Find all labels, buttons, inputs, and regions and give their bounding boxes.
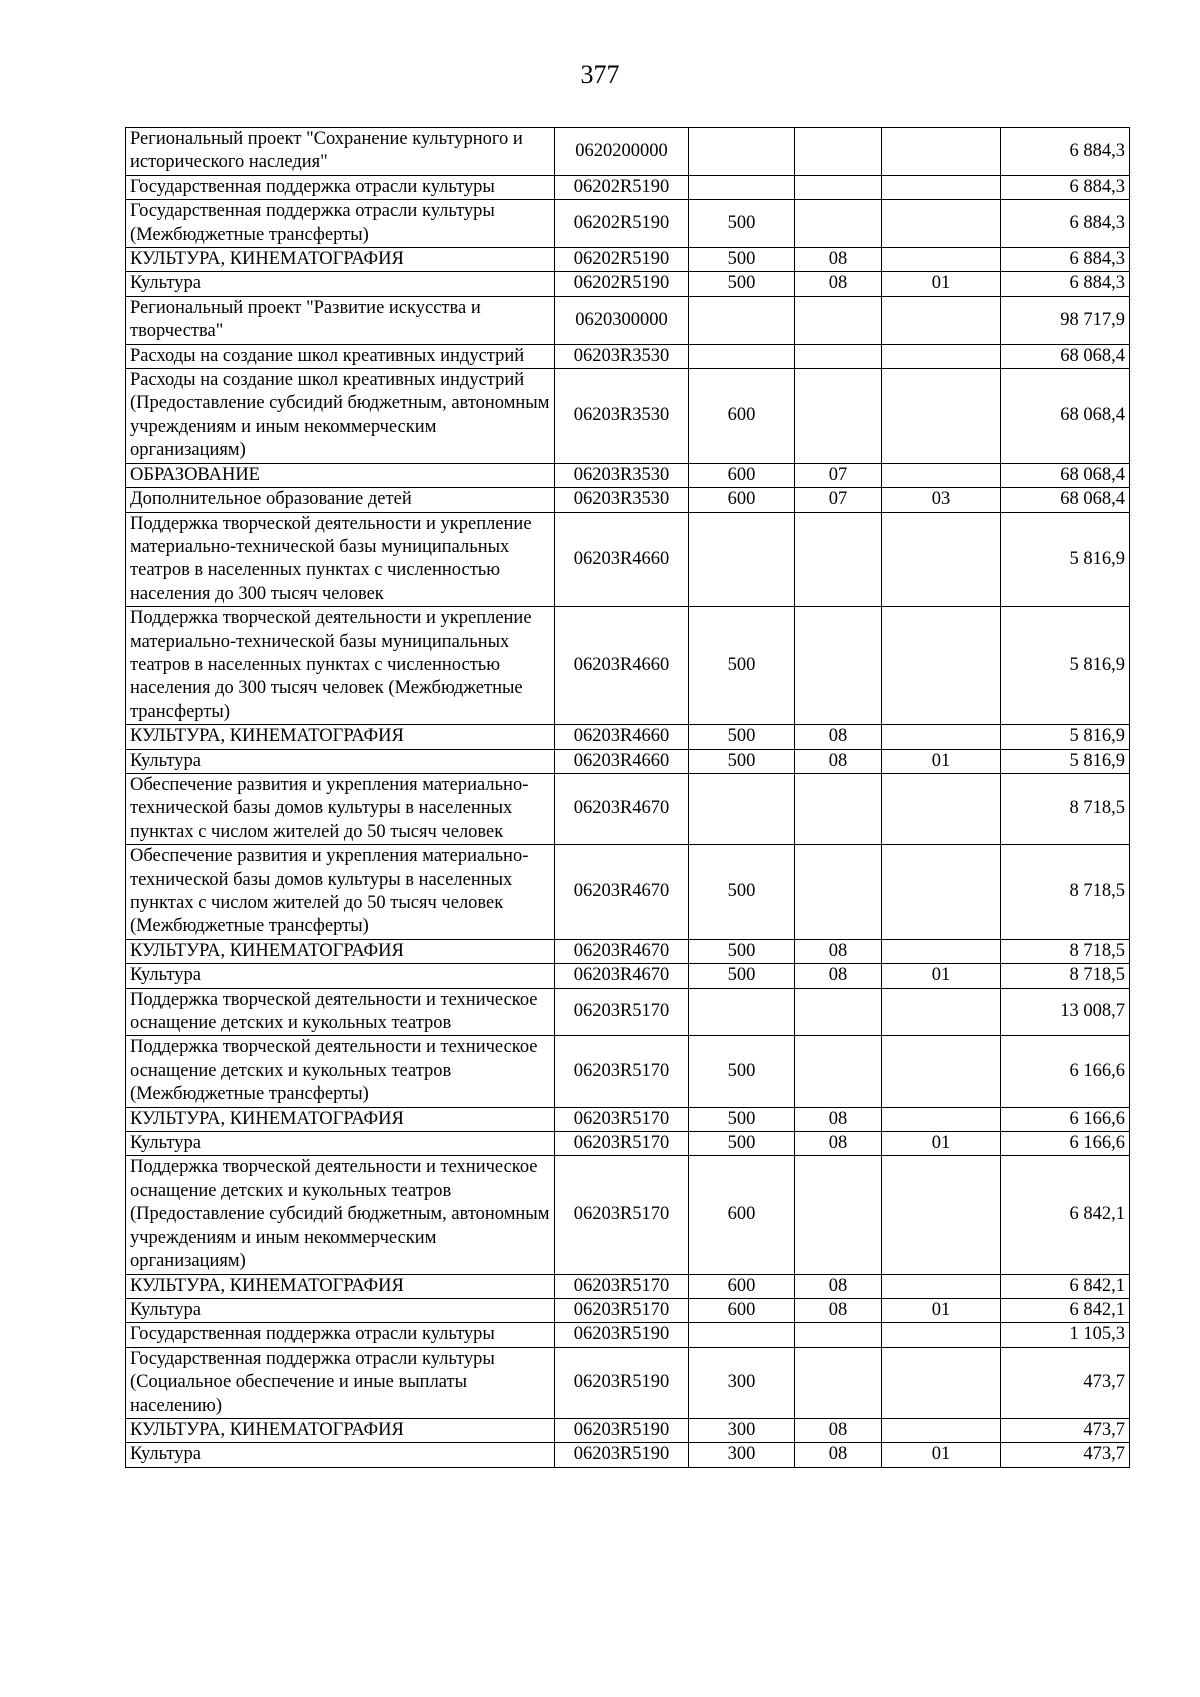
item-name: Культура — [126, 1298, 555, 1322]
expense-type-code: 600 — [689, 1298, 795, 1322]
amount: 68 068,4 — [1001, 488, 1130, 512]
target-article-code: 06203R5190 — [555, 1418, 689, 1442]
table-row — [126, 488, 1130, 512]
expense-type-code: 500 — [689, 964, 795, 988]
amount: 8 718,5 — [1001, 773, 1130, 844]
item-name: Поддержка творческой деятельности и техническое оснащение детских и кукольных театров (Предоставление субсидий бюджетным, автономным учреждениям и иным некоммерческим организациям) — [126, 1156, 555, 1274]
section-code: 08 — [795, 1274, 882, 1298]
table-row — [126, 1443, 1130, 1467]
table-row — [126, 1107, 1130, 1131]
target-article-code: 06202R5190 — [555, 175, 689, 199]
table-row — [126, 272, 1130, 296]
item-name: Культура — [126, 964, 555, 988]
item-name: Культура — [126, 1132, 555, 1156]
subsection-code: 01 — [882, 964, 1001, 988]
budget-table — [125, 127, 1130, 1468]
section-code — [795, 175, 882, 199]
subsection-code — [882, 1347, 1001, 1418]
table-row — [126, 1418, 1130, 1442]
table-row — [126, 1347, 1130, 1418]
subsection-code: 01 — [882, 1298, 1001, 1322]
expense-type-code: 600 — [689, 463, 795, 487]
section-code: 08 — [795, 1107, 882, 1131]
subsection-code — [882, 1274, 1001, 1298]
section-code — [795, 988, 882, 1036]
amount: 5 816,9 — [1001, 607, 1130, 725]
section-code — [795, 344, 882, 368]
expense-type-code — [689, 128, 795, 176]
target-article-code: 06202R5190 — [555, 200, 689, 248]
table-row — [126, 607, 1130, 725]
section-code — [795, 369, 882, 464]
table-row — [126, 369, 1130, 464]
item-name: Государственная поддержка отрасли культуры — [126, 1323, 555, 1347]
section-code: 07 — [795, 488, 882, 512]
amount: 13 008,7 — [1001, 988, 1130, 1036]
subsection-code — [882, 988, 1001, 1036]
target-article-code: 06203R5170 — [555, 1036, 689, 1107]
amount: 68 068,4 — [1001, 369, 1130, 464]
section-code — [795, 1347, 882, 1418]
section-code — [795, 128, 882, 176]
amount: 8 718,5 — [1001, 939, 1130, 963]
expense-type-code — [689, 296, 795, 344]
table-row — [126, 939, 1130, 963]
table-row — [126, 200, 1130, 248]
item-name: Обеспечение развития и укрепления материально-технической базы домов культуры в населенных пунктах с числом жителей до 50 тысяч человек (Межбюджетные трансферты) — [126, 845, 555, 940]
expense-type-code: 500 — [689, 1132, 795, 1156]
target-article-code: 06203R5170 — [555, 1298, 689, 1322]
expense-type-code: 600 — [689, 369, 795, 464]
table-row — [126, 1156, 1130, 1274]
subsection-code — [882, 128, 1001, 176]
target-article-code: 06203R3530 — [555, 488, 689, 512]
table-row — [126, 1036, 1130, 1107]
amount: 473,7 — [1001, 1443, 1130, 1467]
amount: 98 717,9 — [1001, 296, 1130, 344]
target-article-code: 0620200000 — [555, 128, 689, 176]
expense-type-code: 500 — [689, 272, 795, 296]
section-code — [795, 1323, 882, 1347]
section-code — [795, 1156, 882, 1274]
subsection-code — [882, 175, 1001, 199]
table-row — [126, 1274, 1130, 1298]
target-article-code: 06203R4670 — [555, 773, 689, 844]
table-row — [126, 749, 1130, 773]
target-article-code: 06203R4670 — [555, 845, 689, 940]
table-row — [126, 344, 1130, 368]
amount: 6 884,3 — [1001, 200, 1130, 248]
target-article-code: 06203R5190 — [555, 1443, 689, 1467]
expense-type-code — [689, 773, 795, 844]
section-code — [795, 773, 882, 844]
amount: 8 718,5 — [1001, 964, 1130, 988]
amount: 8 718,5 — [1001, 845, 1130, 940]
target-article-code: 06203R5190 — [555, 1347, 689, 1418]
expense-type-code: 600 — [689, 488, 795, 512]
target-article-code: 06202R5190 — [555, 272, 689, 296]
target-article-code: 06203R4660 — [555, 512, 689, 607]
section-code: 07 — [795, 463, 882, 487]
page-number: 377 — [580, 60, 620, 89]
item-name: Региональный проект "Сохранение культурного и исторического наследия" — [126, 128, 555, 176]
section-code — [795, 296, 882, 344]
subsection-code — [882, 725, 1001, 749]
expense-type-code — [689, 512, 795, 607]
section-code — [795, 607, 882, 725]
item-name: КУЛЬТУРА, КИНЕМАТОГРАФИЯ — [126, 1107, 555, 1131]
target-article-code: 06203R5170 — [555, 1132, 689, 1156]
table-row — [126, 175, 1130, 199]
subsection-code — [882, 1156, 1001, 1274]
amount: 5 816,9 — [1001, 749, 1130, 773]
target-article-code: 06203R5190 — [555, 1323, 689, 1347]
expense-type-code: 500 — [689, 845, 795, 940]
target-article-code: 06203R5170 — [555, 1274, 689, 1298]
subsection-code — [882, 845, 1001, 940]
subsection-code — [882, 512, 1001, 607]
amount: 68 068,4 — [1001, 463, 1130, 487]
section-code: 08 — [795, 1298, 882, 1322]
item-name: Государственная поддержка отрасли культуры — [126, 175, 555, 199]
section-code: 08 — [795, 272, 882, 296]
item-name: ОБРАЗОВАНИЕ — [126, 463, 555, 487]
section-code: 08 — [795, 1418, 882, 1442]
expense-type-code: 600 — [689, 1156, 795, 1274]
section-code: 08 — [795, 1443, 882, 1467]
subsection-code: 01 — [882, 749, 1001, 773]
expense-type-code — [689, 175, 795, 199]
item-name: КУЛЬТУРА, КИНЕМАТОГРАФИЯ — [126, 939, 555, 963]
expense-type-code — [689, 1323, 795, 1347]
target-article-code: 06203R5170 — [555, 1156, 689, 1274]
item-name: Культура — [126, 272, 555, 296]
expense-type-code: 500 — [689, 200, 795, 248]
expense-type-code: 300 — [689, 1418, 795, 1442]
subsection-code — [882, 1107, 1001, 1131]
section-code — [795, 200, 882, 248]
expense-type-code: 300 — [689, 1443, 795, 1467]
table-row — [126, 773, 1130, 844]
table-row — [126, 1132, 1130, 1156]
amount: 1 105,3 — [1001, 1323, 1130, 1347]
subsection-code — [882, 369, 1001, 464]
expense-type-code: 500 — [689, 607, 795, 725]
item-name: Государственная поддержка отрасли культуры (Социальное обеспечение и иные выплаты населению) — [126, 1347, 555, 1418]
table-row — [126, 725, 1130, 749]
target-article-code: 06202R5190 — [555, 248, 689, 272]
subsection-code — [882, 200, 1001, 248]
target-article-code: 06203R4670 — [555, 939, 689, 963]
subsection-code: 03 — [882, 488, 1001, 512]
subsection-code — [882, 1323, 1001, 1347]
amount: 6 884,3 — [1001, 248, 1130, 272]
amount: 473,7 — [1001, 1347, 1130, 1418]
subsection-code: 01 — [882, 1132, 1001, 1156]
table-row — [126, 1323, 1130, 1347]
item-name: Поддержка творческой деятельности и укрепление материально-технической базы муниципальных театров в населенных пунктах с численностью населения до 300 тысяч человек — [126, 512, 555, 607]
target-article-code: 0620300000 — [555, 296, 689, 344]
target-article-code: 06203R4660 — [555, 607, 689, 725]
target-article-code: 06203R3530 — [555, 344, 689, 368]
subsection-code — [882, 773, 1001, 844]
target-article-code: 06203R3530 — [555, 463, 689, 487]
section-code — [795, 845, 882, 940]
expense-type-code: 500 — [689, 725, 795, 749]
subsection-code — [882, 463, 1001, 487]
item-name: КУЛЬТУРА, КИНЕМАТОГРАФИЯ — [126, 725, 555, 749]
item-name: Культура — [126, 1443, 555, 1467]
item-name: КУЛЬТУРА, КИНЕМАТОГРАФИЯ — [126, 1274, 555, 1298]
item-name: КУЛЬТУРА, КИНЕМАТОГРАФИЯ — [126, 248, 555, 272]
target-article-code: 06203R4660 — [555, 749, 689, 773]
table-row — [126, 248, 1130, 272]
section-code — [795, 512, 882, 607]
section-code: 08 — [795, 964, 882, 988]
table-row — [126, 463, 1130, 487]
item-name: Расходы на создание школ креативных индустрий (Предоставление субсидий бюджетным, автономным учреждениям и иным некоммерческим организациям) — [126, 369, 555, 464]
amount: 68 068,4 — [1001, 344, 1130, 368]
subsection-code: 01 — [882, 1443, 1001, 1467]
item-name: Поддержка творческой деятельности и укрепление материально-технической базы муниципальных театров в населенных пунктах с численностью населения до 300 тысяч человек (Межбюджетные трансферты) — [126, 607, 555, 725]
subsection-code: 01 — [882, 272, 1001, 296]
subsection-code — [882, 1036, 1001, 1107]
table-row — [126, 128, 1130, 176]
expense-type-code: 500 — [689, 749, 795, 773]
expense-type-code — [689, 344, 795, 368]
table-row — [126, 512, 1130, 607]
expense-type-code: 500 — [689, 939, 795, 963]
expense-type-code: 500 — [689, 1107, 795, 1131]
section-code: 08 — [795, 939, 882, 963]
table-row — [126, 845, 1130, 940]
section-code: 08 — [795, 248, 882, 272]
target-article-code: 06203R3530 — [555, 369, 689, 464]
table-row — [126, 1298, 1130, 1322]
subsection-code — [882, 296, 1001, 344]
amount: 5 816,9 — [1001, 725, 1130, 749]
budget-table-body — [126, 128, 1130, 1468]
target-article-code: 06203R4660 — [555, 725, 689, 749]
amount: 6 842,1 — [1001, 1156, 1130, 1274]
expense-type-code: 300 — [689, 1347, 795, 1418]
item-name: Поддержка творческой деятельности и техническое оснащение детских и кукольных театров (Межбюджетные трансферты) — [126, 1036, 555, 1107]
expense-type-code — [689, 988, 795, 1036]
subsection-code — [882, 248, 1001, 272]
subsection-code — [882, 607, 1001, 725]
item-name: Региональный проект "Развитие искусства и творчества" — [126, 296, 555, 344]
subsection-code — [882, 344, 1001, 368]
table-row — [126, 964, 1130, 988]
amount: 6 166,6 — [1001, 1132, 1130, 1156]
item-name: Расходы на создание школ креативных индустрий — [126, 344, 555, 368]
section-code: 08 — [795, 725, 882, 749]
amount: 5 816,9 — [1001, 512, 1130, 607]
item-name: Поддержка творческой деятельности и техническое оснащение детских и кукольных театров — [126, 988, 555, 1036]
amount: 6 166,6 — [1001, 1036, 1130, 1107]
amount: 6 884,3 — [1001, 272, 1130, 296]
target-article-code: 06203R4670 — [555, 964, 689, 988]
amount: 6 884,3 — [1001, 175, 1130, 199]
item-name: Обеспечение развития и укрепления материально-технической базы домов культуры в населенных пунктах с числом жителей до 50 тысяч человек — [126, 773, 555, 844]
item-name: Дополнительное образование детей — [126, 488, 555, 512]
section-code — [795, 1036, 882, 1107]
amount: 6 884,3 — [1001, 128, 1130, 176]
target-article-code: 06203R5170 — [555, 1107, 689, 1131]
expense-type-code: 600 — [689, 1274, 795, 1298]
item-name: Государственная поддержка отрасли культуры (Межбюджетные трансферты) — [126, 200, 555, 248]
expense-type-code: 500 — [689, 1036, 795, 1107]
item-name: Культура — [126, 749, 555, 773]
table-row — [126, 988, 1130, 1036]
amount: 473,7 — [1001, 1418, 1130, 1442]
table-row — [126, 296, 1130, 344]
section-code: 08 — [795, 749, 882, 773]
amount: 6 842,1 — [1001, 1298, 1130, 1322]
section-code: 08 — [795, 1132, 882, 1156]
expense-type-code: 500 — [689, 248, 795, 272]
amount: 6 842,1 — [1001, 1274, 1130, 1298]
target-article-code: 06203R5170 — [555, 988, 689, 1036]
subsection-code — [882, 1418, 1001, 1442]
item-name: КУЛЬТУРА, КИНЕМАТОГРАФИЯ — [126, 1418, 555, 1442]
subsection-code — [882, 939, 1001, 963]
amount: 6 166,6 — [1001, 1107, 1130, 1131]
